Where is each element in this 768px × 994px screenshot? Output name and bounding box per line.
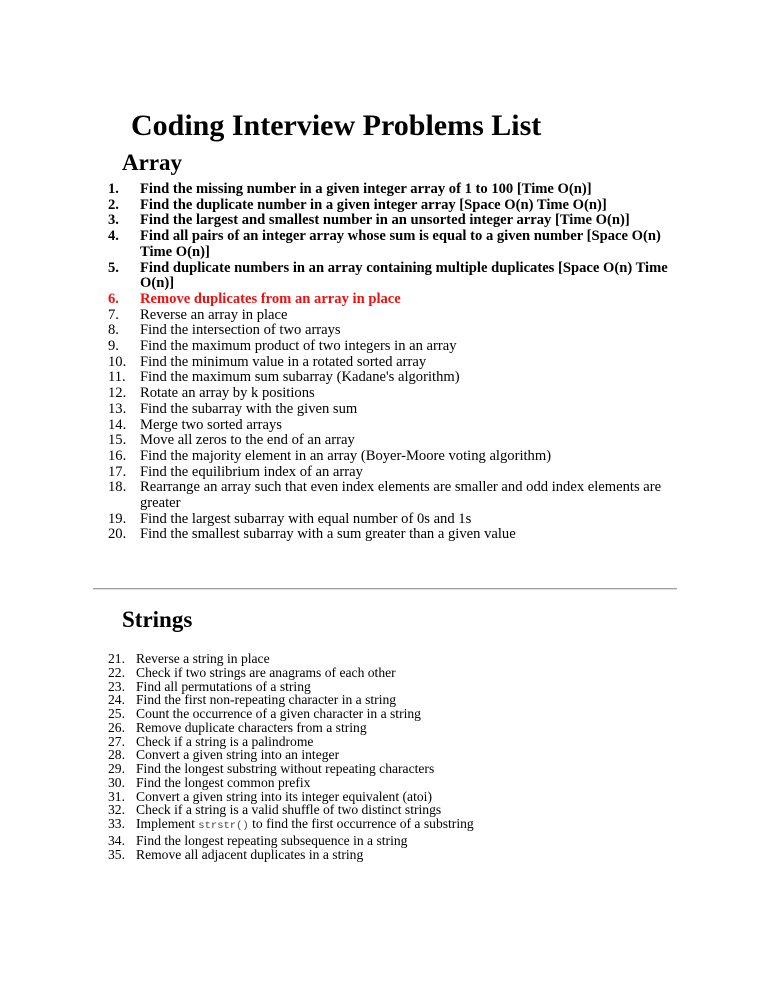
list-item <box>108 182 683 198</box>
strings-problem-list <box>108 652 683 861</box>
item-text: Find the subarray with the given sum <box>140 400 358 417</box>
item-text: Find the largest subarray with equal number of 0s and 1s <box>140 510 472 527</box>
item-text: Find all permutations of a string <box>136 678 311 694</box>
list-item <box>108 198 683 214</box>
item-text: Check if a string is a palindrome <box>136 733 314 749</box>
list-item <box>108 449 683 465</box>
list-item <box>108 693 683 707</box>
list-item <box>108 776 683 790</box>
item-number: 27. <box>108 733 125 749</box>
list-item <box>108 229 683 260</box>
item-number: 24. <box>108 692 125 708</box>
item-text: Remove all adjacent duplicates in a string <box>136 846 364 862</box>
item-number: 33. <box>108 816 125 831</box>
list-item <box>108 433 683 449</box>
list-item <box>108 370 683 386</box>
item-number: 10. <box>108 353 127 370</box>
list-item <box>108 721 683 735</box>
list-item <box>108 292 683 308</box>
section-divider <box>93 588 677 590</box>
item-number: 5. <box>108 259 119 276</box>
item-number: 17. <box>108 463 127 480</box>
item-number: 9. <box>108 338 119 355</box>
item-number: 15. <box>108 432 127 449</box>
section-heading-array: Array <box>122 150 183 175</box>
list-item <box>108 748 683 762</box>
item-text: Rearrange an array such that even index elements are smaller and odd index elements are greater <box>140 479 662 512</box>
list-item <box>108 386 683 402</box>
item-text: Convert a given string into its integer equivalent (atoi) <box>136 788 432 804</box>
item-number: 20. <box>108 526 127 543</box>
item-number: 28. <box>108 747 125 763</box>
section-heading-strings: Strings <box>122 607 193 632</box>
item-text: Find the longest common prefix <box>136 774 311 790</box>
list-item <box>108 707 683 721</box>
item-text: Count the occurrence of a given character in a string <box>136 706 421 721</box>
item-number: 22. <box>108 664 125 680</box>
item-number: 12. <box>108 385 127 402</box>
item-number: 29. <box>108 761 125 776</box>
list-item <box>108 652 683 666</box>
item-number: 11. <box>108 369 126 386</box>
list-item <box>108 817 683 834</box>
inline-code: strstr() <box>198 820 249 832</box>
item-number: 19. <box>108 510 127 527</box>
list-item <box>108 261 683 292</box>
item-number: 4. <box>108 228 119 245</box>
item-text: Find the minimum value in a rotated sorted array <box>140 353 427 370</box>
item-number: 16. <box>108 447 127 464</box>
item-number: 1. <box>108 181 119 197</box>
item-text: Find the maximum product of two integers in an array <box>140 338 457 355</box>
item-number: 3. <box>108 212 119 229</box>
item-text: Merge two sorted arrays <box>140 416 282 433</box>
item-text: Convert a given string into an integer <box>136 747 340 763</box>
item-number: 2. <box>108 196 119 213</box>
item-text: Find duplicate numbers in an array containing multiple duplicates [Space O(n) Time O(n)] <box>140 259 668 292</box>
item-text: Rotate an array by k positions <box>140 385 315 402</box>
list-item <box>108 308 683 324</box>
item-number: 14. <box>108 416 127 433</box>
item-number: 21. <box>108 651 125 666</box>
item-number: 34. <box>108 832 125 848</box>
list-item <box>108 735 683 749</box>
item-number: 6. <box>108 290 119 307</box>
item-number: 18. <box>108 479 127 496</box>
item-text: Move all zeros to the end of an array <box>140 432 355 449</box>
list-item <box>108 339 683 355</box>
list-item <box>108 666 683 680</box>
item-number: 32. <box>108 802 125 818</box>
item-text: Find all pairs of an integer array whose sum is equal to a given number [Space O(n) Time O(n)] <box>140 228 661 260</box>
list-item <box>108 790 683 804</box>
item-number: 8. <box>108 322 119 339</box>
item-text: Find the maximum sum subarray (Kadane's algorithm) <box>140 369 460 386</box>
item-text: Find the missing number in a given integer array of 1 to 100 [Time O(n)] <box>140 181 592 197</box>
item-text: Check if a string is a valid shuffle of two distinct strings <box>136 802 442 818</box>
list-item <box>108 465 683 481</box>
item-number: 31. <box>108 788 125 804</box>
list-item <box>108 213 683 229</box>
item-text: Find the smallest subarray with a sum greater than a given value <box>140 526 516 543</box>
item-text: Find the longest substring without repeating characters <box>136 761 435 776</box>
item-number: 30. <box>108 774 125 790</box>
item-number: 7. <box>108 306 119 323</box>
page-title: Coding Interview Problems List <box>131 109 542 142</box>
list-item <box>108 512 683 528</box>
item-text: Find the majority element in an array (Boyer-Moore voting algorithm) <box>140 447 552 464</box>
list-item <box>108 803 683 817</box>
item-text: Remove duplicate characters from a string <box>136 719 367 735</box>
item-number: 35. <box>108 846 125 862</box>
item-text: Find the duplicate number in a given integer array [Space O(n) Time O(n)] <box>140 196 607 213</box>
item-number: 25. <box>108 706 125 721</box>
list-item <box>108 834 683 848</box>
list-item <box>108 480 683 511</box>
list-item <box>108 527 683 543</box>
list-item <box>108 355 683 371</box>
item-text: Remove duplicates from an array in place <box>140 290 401 307</box>
list-item <box>108 680 683 694</box>
list-item <box>108 762 683 776</box>
list-item <box>108 402 683 418</box>
item-text: Find the first non-repeating character in a string <box>136 692 397 708</box>
item-number: 26. <box>108 719 125 735</box>
item-text: Implement <box>136 816 199 831</box>
list-item <box>108 323 683 339</box>
item-text: Find the equilibrium index of an array <box>140 463 363 480</box>
item-text: Find the longest repeating subsequence in a string <box>136 832 408 848</box>
array-problem-list <box>108 182 683 543</box>
item-number: 13. <box>108 400 127 417</box>
item-text: Find the intersection of two arrays <box>140 322 341 339</box>
item-text: Reverse a string in place <box>136 651 270 666</box>
list-item <box>108 848 683 862</box>
item-text: Reverse an array in place <box>140 306 288 323</box>
list-item <box>108 418 683 434</box>
item-text: Find the largest and smallest number in an unsorted integer array [Time O(n)] <box>140 212 630 229</box>
item-text: Check if two strings are anagrams of each other <box>136 664 396 680</box>
item-text: to find the first occurrence of a substring <box>248 816 474 831</box>
item-number: 23. <box>108 678 125 694</box>
